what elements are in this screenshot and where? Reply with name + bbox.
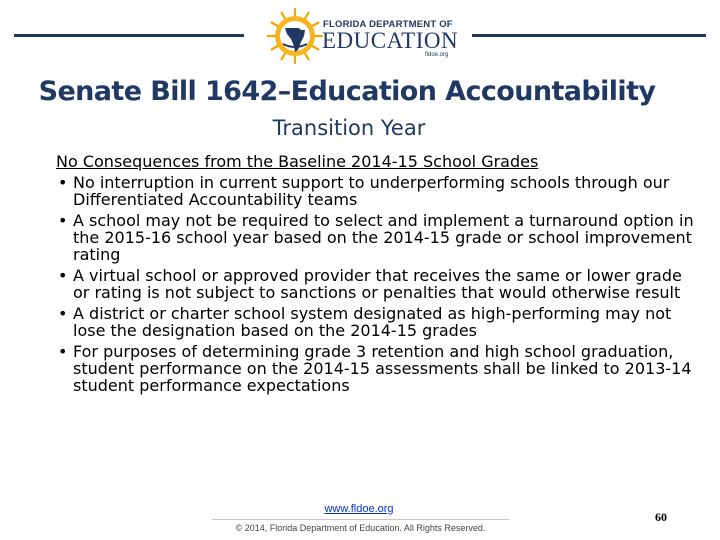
body-heading: No Consequences from the Baseline 2014-15 School Grades: [56, 152, 539, 171]
header-rule-right: [472, 34, 706, 37]
footer-website-link[interactable]: www.fldoe.org: [324, 503, 394, 515]
footer-copyright: © 2014, Florida Department of Education. All Rights Reserved.: [235, 523, 486, 533]
slide-body: [56, 153, 696, 398]
header-rule-left: [14, 34, 244, 37]
page-number: 60: [655, 510, 667, 524]
footer-divider: [212, 519, 509, 520]
bullet-item: • A virtual school or approved provider that receives the same or lower grade or rating is not subject to sanctions or penalties that would otherwise result: [56, 267, 696, 301]
bullet-item: • A school may not be required to select and implement a turnaround option in the 2015-16 school year based on the 2014-15 grade or school improvement rating: [56, 212, 696, 263]
logo-text-education: EDUCATION: [322, 28, 459, 53]
logo-text-site: fldoe.org: [425, 52, 449, 58]
bullet-item: • No interruption in current support to underperforming schools through our Differentiated Accountability teams: [56, 174, 696, 208]
bullet-item: • For purposes of determining grade 3 retention and high school graduation, student performance on the 2014-15 assessments shall be linked to 2013-14 student performance expectations: [56, 343, 696, 394]
bullet-item: • A district or charter school system designated as high-performing may not lose the designation based on the 2014-15 grades: [56, 305, 696, 339]
fldoe-logo: [265, 6, 465, 66]
bullet-list: [56, 174, 696, 394]
slide-subtitle: Transition Year: [272, 116, 426, 140]
logo-text-department: FLORIDA DEPARTMENT OF: [323, 19, 453, 30]
sun-and-state-emblem-icon: [265, 6, 325, 66]
slide-title: Senate Bill 1642–Education Accountability: [38, 76, 656, 107]
